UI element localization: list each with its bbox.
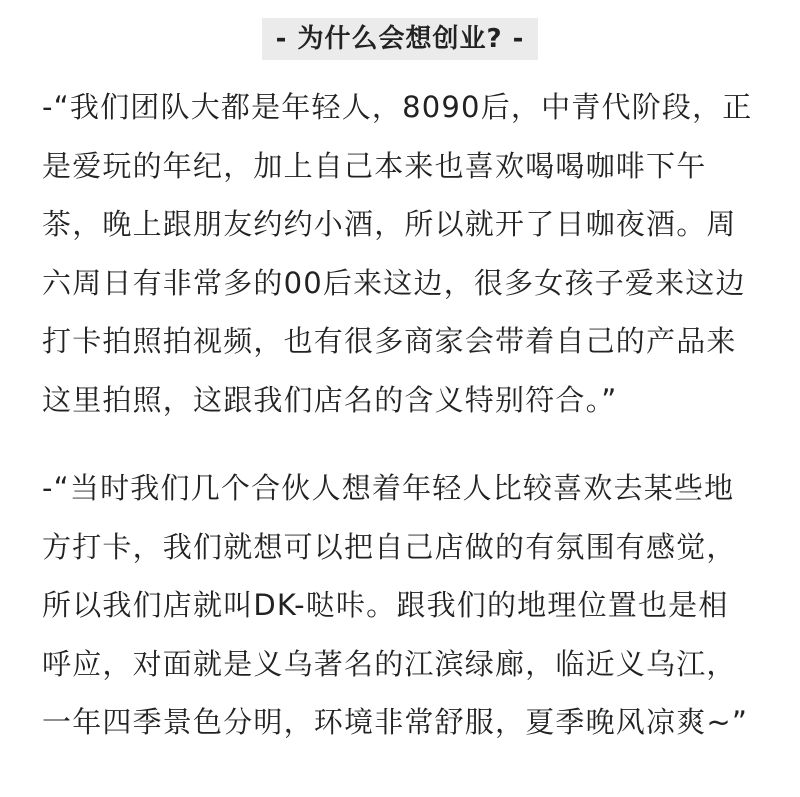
paragraph-line: 六周日有非常多的00后来这边，很多女孩子爱来这边 bbox=[42, 265, 746, 300]
paragraph-line: 打卡拍照拍视频，也有很多商家会带着自己的产品来 bbox=[42, 324, 737, 358]
paragraph-line: 是爱玩的年纪，加上自己本来也喜欢喝喝咖啡下午 bbox=[42, 148, 707, 183]
paragraph-line: -“当时我们几个合伙人想着年轻人比较喜欢去某些地 bbox=[42, 471, 735, 505]
paragraph-line: 方打卡，我们就想可以把自己店做的有氛围有感觉， bbox=[42, 529, 737, 564]
paragraph-line: 一年四季景色分明，环境非常舒服，夏季晚风凉爽~” bbox=[42, 705, 749, 739]
paragraph-2 bbox=[42, 459, 770, 752]
paragraph-1 bbox=[42, 78, 770, 429]
paragraph-line: -“我们团队大都是年轻人，8090后，中青代阶段，正 bbox=[42, 90, 753, 124]
paragraph-line: 所以我们店就叫DK-哒咔。跟我们的地理位置也是相 bbox=[42, 588, 729, 622]
paragraph-line: 茶，晚上跟朋友约约小酒，所以就开了日咖夜酒。周 bbox=[42, 207, 737, 241]
paragraph-line: 呼应，对面就是义乌著名的江滨绿廊，临近义乌江， bbox=[42, 646, 737, 681]
heading-container bbox=[0, 18, 800, 60]
section-heading: - 为什么会想创业? - bbox=[262, 18, 539, 60]
paragraph-line: 这里拍照，这跟我们店名的含义特别符合。” bbox=[42, 382, 618, 417]
